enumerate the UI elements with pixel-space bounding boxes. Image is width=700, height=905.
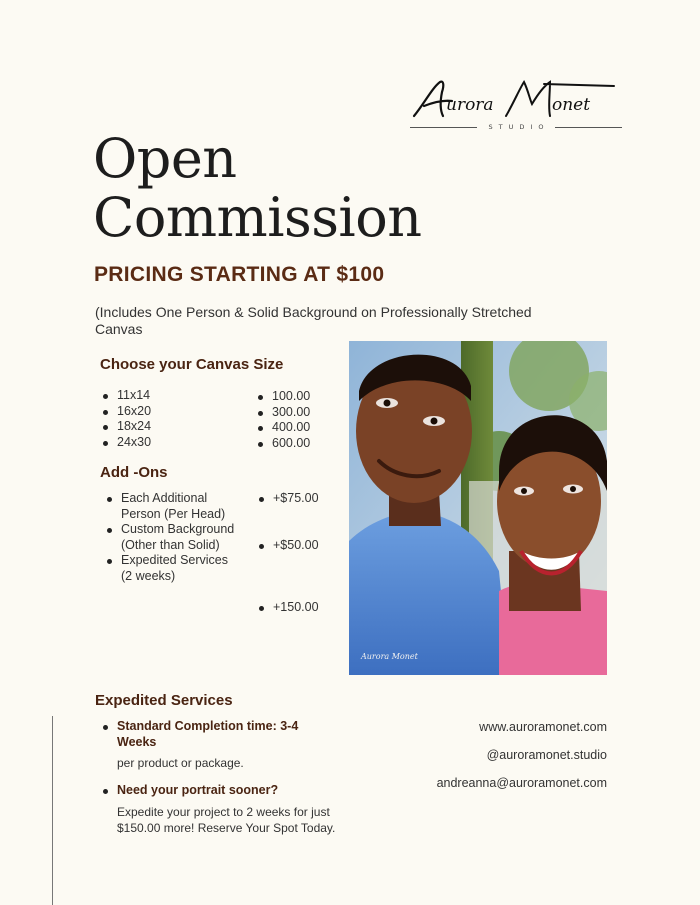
- divider-line: [52, 716, 53, 905]
- canvas-size-heading: Choose your Canvas Size: [100, 356, 284, 373]
- addons-heading: Add -Ons: [100, 464, 168, 481]
- svg-text:onet: onet: [552, 95, 591, 115]
- addon-price: +$75.00: [257, 491, 347, 507]
- includes-note: (Includes One Person & Solid Background on Professionally Stretched Canvas: [95, 304, 532, 337]
- painting-signature: Aurora Monet: [361, 652, 418, 661]
- expedited-item: [101, 719, 341, 771]
- page-title: [93, 129, 422, 247]
- addon-item: Custom Background (Other than Solid): [105, 522, 235, 553]
- expedited-item-desc: per product or package.: [117, 756, 244, 770]
- expedited-list: [101, 719, 341, 836]
- studio-logo: [410, 76, 622, 136]
- expedited-item-title: Standard Completion time: 3-4 Weeks: [117, 719, 299, 749]
- title-line-1: Open: [93, 127, 237, 190]
- portrait-painting: [349, 341, 607, 675]
- addon-item: Each Additional Person (Per Head): [105, 491, 235, 522]
- canvas-size-item: 16x20: [101, 404, 211, 420]
- social-handle[interactable]: @auroramonet.studio: [486, 748, 607, 762]
- logo-studio-text: STUDIO: [488, 123, 550, 131]
- logo-script-mark: [410, 76, 622, 120]
- portrait-image: [349, 341, 607, 675]
- canvas-price-item: 600.00: [256, 436, 346, 452]
- addon-item: Expedited Services (2 weeks): [105, 553, 235, 584]
- title-line-2: Commission: [93, 186, 422, 249]
- canvas-price-list: [256, 389, 346, 451]
- canvas-price-item: 100.00: [256, 389, 346, 405]
- canvas-size-item: 11x14: [101, 388, 211, 404]
- canvas-size-item: 24x30: [101, 435, 211, 451]
- svg-text:urora: urora: [446, 95, 494, 115]
- expedited-item-desc: Expedite your project to 2 weeks for just $150.00 more! Reserve Your Spot Today.: [117, 804, 336, 835]
- canvas-size-item: 18x24: [101, 419, 211, 435]
- expedited-heading: Expedited Services: [95, 692, 233, 709]
- addon-price: +150.00: [257, 600, 347, 616]
- addon-price: +$50.00: [257, 538, 347, 554]
- expedited-item: [101, 783, 341, 836]
- canvas-size-list: [101, 388, 211, 450]
- canvas-price-item: 300.00: [256, 405, 346, 421]
- addon-list: [105, 491, 235, 584]
- expedited-item-title: Need your portrait sooner?: [117, 783, 279, 797]
- pricing-subtitle: PRICING STARTING AT $100: [94, 263, 385, 286]
- website-link[interactable]: www.auroramonet.com: [479, 720, 607, 734]
- canvas-price-item: 400.00: [256, 420, 346, 436]
- email-link[interactable]: andreanna@auroramonet.com: [436, 776, 607, 790]
